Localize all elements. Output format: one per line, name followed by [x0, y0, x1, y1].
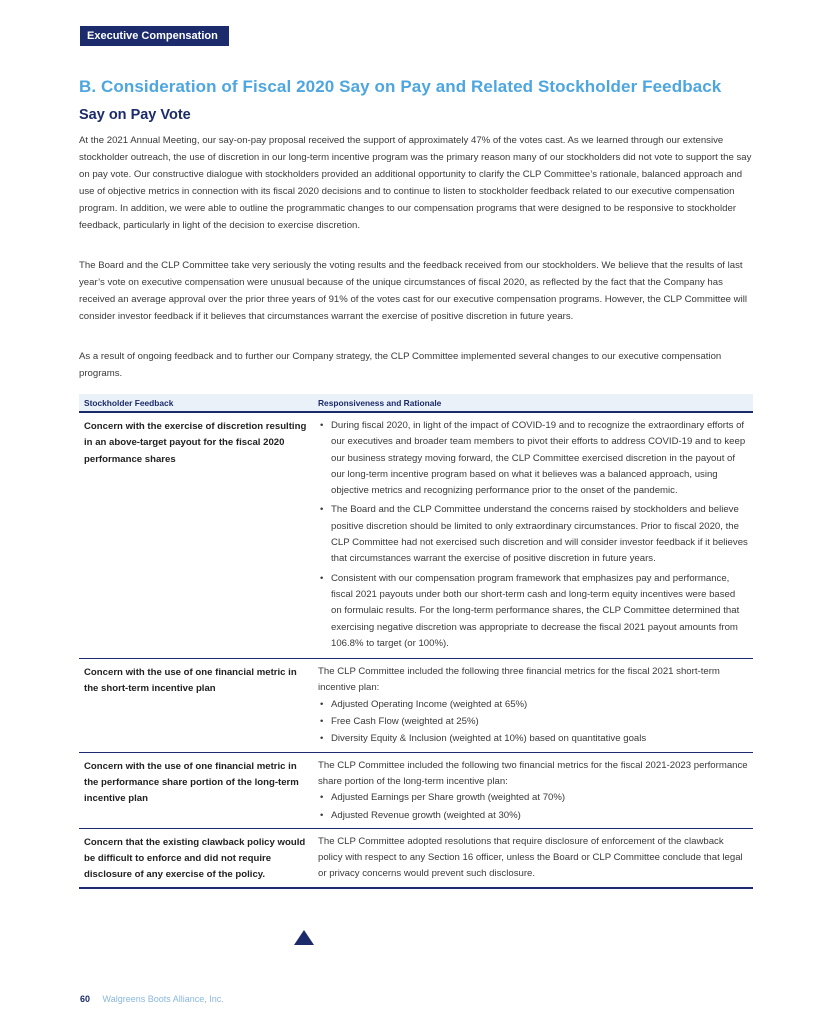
page-footer	[80, 994, 224, 1004]
section-subtitle: Say on Pay Vote	[79, 107, 191, 123]
column-header-responsiveness: Responsiveness and Rationale	[313, 394, 753, 412]
response-bullet: • The Board and the CLP Committee understand the concerns raised by stockholders and believe positive discretion should be limited to only extraordinary circumstances. Prior to fiscal 2020, the CLP Committee had not exercised such discretion and will consider investor feedback if it believes that circumstances warrant the exercise of positive discretion in future years.	[318, 502, 748, 567]
concern-cell: Concern with the use of one financial metric in the performance share portion of the long-term incentive plan	[79, 752, 313, 828]
concern-cell: Concern with the use of one financial metric in the short-term incentive plan	[79, 659, 313, 752]
page-title: B. Consideration of Fiscal 2020 Say on Pay and Related Stockholder Feedback	[79, 77, 722, 96]
response-bullet-list	[318, 697, 748, 748]
response-bullet: • Diversity Equity & Inclusion (weighted at 10%) based on quantitative goals	[318, 731, 748, 747]
response-bullet-list	[318, 418, 748, 652]
response-cell	[313, 752, 753, 828]
response-bullet-list	[318, 790, 748, 824]
response-bullet: • Adjusted Operating Income (weighted at 65%)	[318, 697, 748, 713]
response-cell	[313, 412, 753, 659]
table-row	[79, 752, 753, 828]
changes-paragraph: As a result of ongoing feedback and to further our Company strategy, the CLP Committee implemented several changes to our executive compensation programs.	[79, 351, 722, 379]
concern-cell: Concern with the exercise of discretion resulting in an above-target payout for the fiscal 2020 performance shares	[79, 412, 313, 659]
response-intro: The CLP Committee adopted resolutions that require disclosure of enforcement of the clawback policy with respect to any Section 16 officer, unless the Board or CLP Committee conclude that legal or privacy concerns would prevent such disclosure.	[318, 835, 743, 880]
response-cell	[313, 659, 753, 752]
section-tag: Executive Compensation	[80, 26, 229, 46]
intro-paragraph: At the 2021 Annual Meeting, our say-on-pay proposal received the support of approximately 47% of the votes cast. As we learned through our extensive stockholder outreach, the use of discretion in our long-term incentive program was the primary reason many of our stockholders did not vote to support the say on pay vote. Our constructive dialogue with stockholders provided an additional opportunity to clarify the CLP Committee’s rationale, balanced approach and use of objective metrics in connection with its fiscal 2020 decisions and to continue to listen to stockholder feedback related to our executive compensation program. In addition, we were able to outline the programmatic changes to our compensation programs that were designed to be responsive to stockholder feedback, particularly in light of the decision to exercise discretion.	[79, 135, 752, 231]
response-bullet: • Free Cash Flow (weighted at 25%)	[318, 714, 748, 730]
response-intro: The CLP Committee included the following two financial metrics for the fiscal 2021-2023 performance share portion of the long-term incentive plan:	[318, 759, 748, 787]
footer-company-name: Walgreens Boots Alliance, Inc.	[102, 994, 224, 1004]
response-cell	[313, 828, 753, 887]
column-header-feedback: Stockholder Feedback	[79, 394, 313, 412]
feedback-table	[79, 394, 753, 889]
table-row	[79, 828, 753, 887]
table-row	[79, 659, 753, 752]
triangle-marker-icon	[294, 930, 314, 945]
response-bullet: • During fiscal 2020, in light of the impact of COVID-19 and to recognize the extraordinary efforts of our executives and broader team members to pivot their efforts to address COVID-19 and to keep our business strategy moving forward, the CLP Committee exercised discretion in the payout of our long-term incentive program based on what it believes was a balanced approach, using objective metrics and recognizing performance prior to the onset of the pandemic.	[318, 418, 748, 499]
table-header-row	[79, 394, 753, 412]
response-bullet: • Adjusted Earnings per Share growth (weighted at 70%)	[318, 790, 748, 806]
board-paragraph: The Board and the CLP Committee take very seriously the voting results and the feedback received from our stockholders. We believe that the results of last year’s vote on executive compensation were unusual because of the unique circumstances of fiscal 2020, as reflected by the fact that the Company has received an average approval over the prior three years of 91% of the votes cast for our executive compensation programs. However, the CLP Committee will consider investor feedback if it believes that circumstances warrant the exercise of positive discretion in future years.	[79, 260, 747, 322]
response-intro: The CLP Committee included the following three financial metrics for the fiscal 2021 short-term incentive plan:	[318, 666, 720, 694]
table-row	[79, 412, 753, 659]
concern-cell: Concern that the existing clawback policy would be difficult to enforce and did not require disclosure of any exercise of the policy.	[79, 828, 313, 887]
response-bullet: • Consistent with our compensation program framework that emphasizes pay and performance, fiscal 2021 payouts under both our short-term cash and long-term equity incentives were based on formulaic results. For the long-term performance shares, the CLP Committee determined that exercising negative discretion was appropriate to decrease the fiscal 2021 payout amounts from 106.8% to target (or 100%).	[318, 571, 748, 652]
response-bullet: • Adjusted Revenue growth (weighted at 30%)	[318, 808, 748, 824]
page-number: 60	[80, 994, 91, 1004]
